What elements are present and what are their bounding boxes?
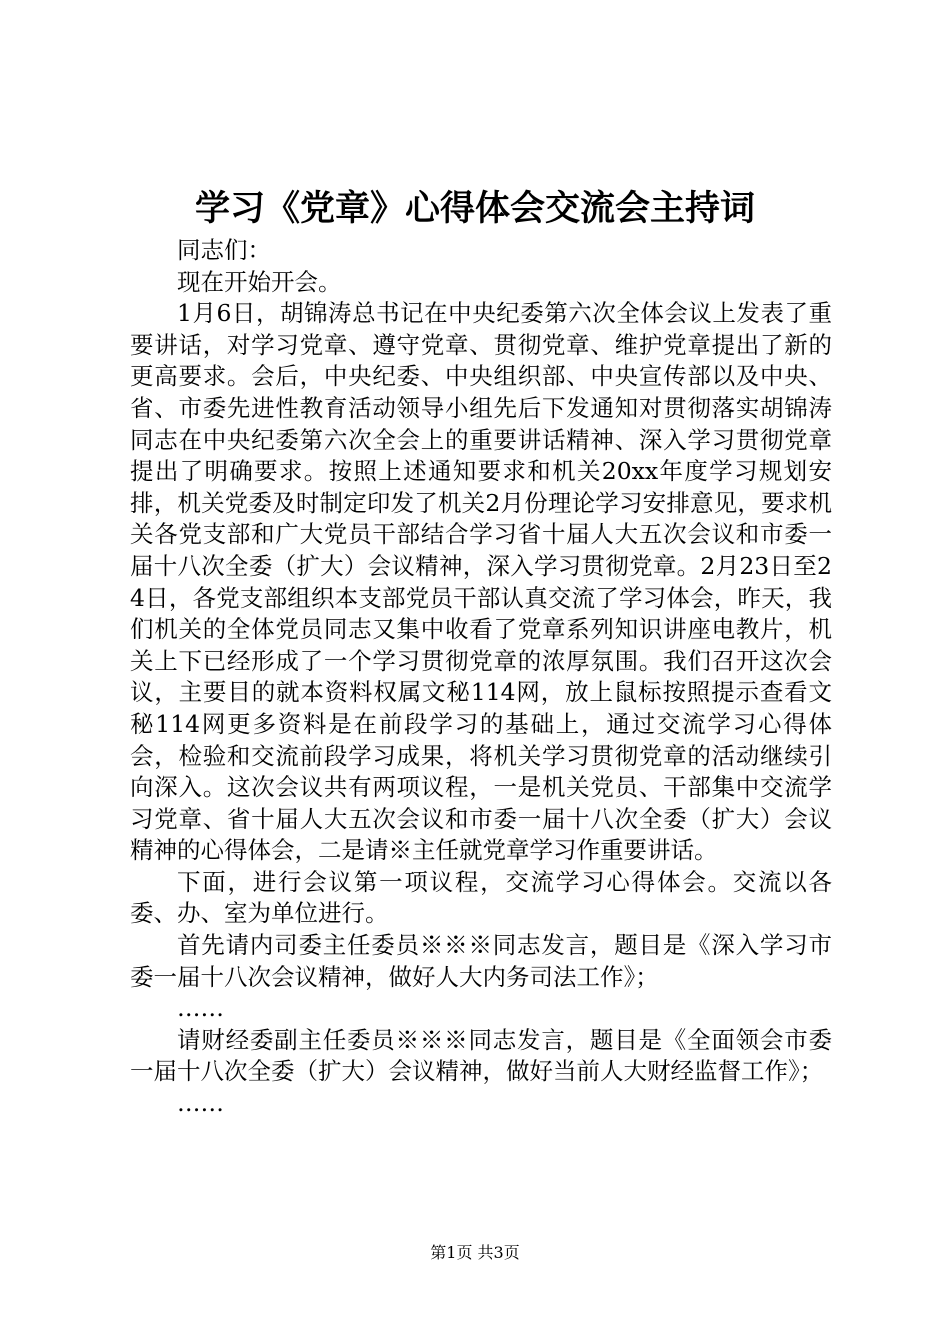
salutation-paragraph: 同志们：: [177, 236, 271, 264]
ellipsis-paragraph-1: ……: [177, 994, 224, 1023]
page-footer: 第1页 共3页: [430, 1243, 520, 1262]
opening-paragraph: 现在开始开会。: [177, 267, 342, 296]
ellipsis-paragraph-2: ……: [177, 1089, 224, 1118]
document-title: 学习《党章》心得体会交流会主持词: [194, 188, 755, 229]
speaker-paragraph-2: 请财经委副主任委员※※※同志发言，题目是《全面领会市委一届十八次全委（扩大）会议精神，做好当前人大财经监督工作》；: [130, 1025, 832, 1086]
agenda-paragraph: 下面，进行会议第一项议程，交流学习心得体会。交流以各委、办、室为单位进行。: [130, 867, 832, 928]
speaker-paragraph-1: 首先请内司委主任委员※※※同志发言，题目是《深入学习市委一届十八次会议精神，做好人大内务司法工作》；: [130, 931, 832, 991]
main-paragraph: 1月6日，胡锦涛总书记在中央纪委第六次全体会议上发表了重要讲话，对学习党章、遵守党章、贯彻党章、维护党章提出了新的更高要求。会后，中央纪委、中央组织部、中央宣传部以及中央、省、市委先进性教育活动领导小组先后下发通知对贯彻落实胡锦涛同志在中央纪委第六次全会上的重要讲话精神、深入学习贯彻党章提出了明确要求。按照上述通知要求和机关20xx年度学习规划安排，机关党委及时制定印发了机关2月份理论学习安排意见，要求机关各党支部和广大党员干部结合学习省十届人大五次会议和市委一届十八次全委（扩大）会议精神，深入学习贯彻党章。2月23日至24日，各党支部组织本支部党员干部认真交流了学习体会，昨天，我们机关的全体党员同志又集中收看了党章系列知识讲座电教片，机关上下已经形成了一个学习贯彻党章的浓厚氛围。我们召开这次会议，主要目的就本资料权属文秘114网，放上鼠标按照提示查看文秘114网更多资料是在前段学习的基础上，通过交流学习心得体会，检验和交流前段学习成果，将机关学习贯彻党章的活动继续引向深入。这次会议共有两项议程，一是机关党员、干部集中交流学习党章、省十届人大五次会议和市委一届十八次全委（扩大）会议精神的心得体会，二是请※主任就党章学习作重要讲话。: [130, 299, 832, 865]
document-body: [130, 235, 832, 1120]
